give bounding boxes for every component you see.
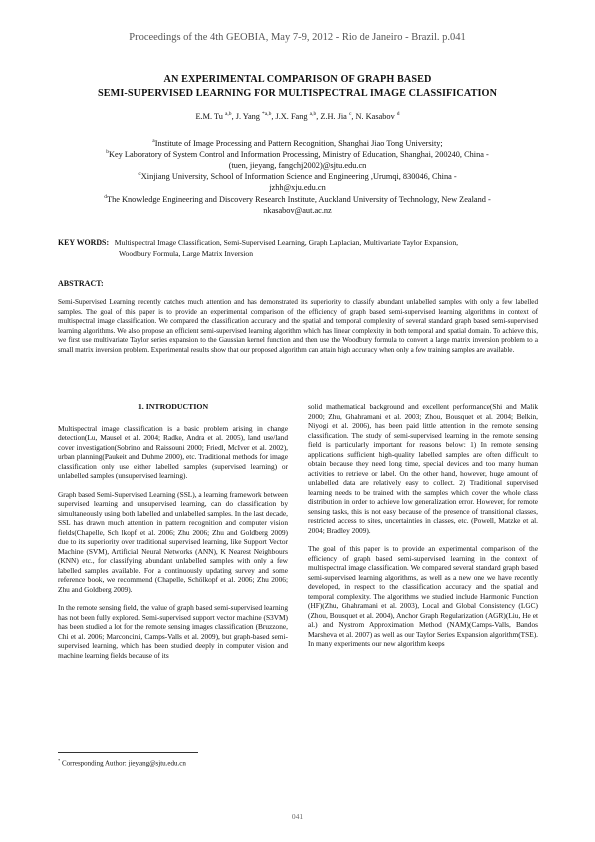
left-column <box>58 402 288 669</box>
abstract-heading: ABSTRACT: <box>58 279 104 288</box>
affiliation-a: $^a$Institute of Image Processing and Pattern Recognition, Shanghai Jiao Tong University; <box>152 138 443 148</box>
author: J. Yang $^{*a,b}$ <box>235 111 272 121</box>
paragraph: Multispectral image classification is a basic problem arising in change detection(Lu, Mausel et al. 2004; Radke, Andra et al. 2005), land use/land cover investigation(Sobrino and Raissouni 2000; Friedl, McIver et al. 2002), urban planning(Paukeit and Duhme 2000), etc. Traditional methods for image classification only use either labelled samples (supervised learning) or unlabelled samples (unsupervised learning). <box>58 423 288 480</box>
author: Z.H. Jia $^c$ <box>320 111 352 121</box>
paragraph: The goal of this paper is to provide an experimental comparison of the efficiency of graph based semi-supervised learning in the context of multispectral image classification. We compared several standard graph based semi-supervised learning algorithms, as well as a new one we have recently developed, in respect to the classification accuracy and the spatial and temporal complexity. The algorithms we studied include Harmonic Function (HF)(Zhu, Ghahramani et al. 2003), Local and Global Consistency (LGC) (Zhou, Bousquet et al. 2004), Anchor Graph Regularization (AGR)(Liu, He et al.) and Nystrom Approximation Method (NAM)(Camps-Valls, Bandos Marsheva et al. 2007) as well as our Taylor Series Expansion algorithm(TSE). In many experiments our new algorithm keeps <box>308 544 538 648</box>
section-heading-introduction: 1. INTRODUCTION <box>137 402 209 411</box>
keywords-label: KEY WORDS: <box>58 238 110 247</box>
title-line-1: AN EXPERIMENTAL COMPARISON OF GRAPH BASED <box>163 74 432 85</box>
affiliation-d: $^d$The Knowledge Engineering and Discovery Research Institute, Auckland University of Technology, New Zealand - nkasabov@aut.ac.nz <box>58 192 537 216</box>
page-number: 041 <box>291 812 304 821</box>
paragraph: In the remote sensing field, the value of graph based semi-supervised learning has not been fully explored. Semi-supervised support vector machine (S3VM) has been studied a lot for the remote sensing images classification (Bruzzone, Chi et al. 2006; Marconcini, Camps-Valls et al. 2009), but graph-based semi-supervised learning, which has been studied deeply in computer vision and machine learning fields because of its <box>58 603 288 660</box>
title-line-2: SEMI-SUPERVISED LEARNING FOR MULTISPECTRAL IMAGE CLASSIFICATION <box>97 87 498 99</box>
keywords-line-2: Woodbury Formula, Large Matrix Inversion <box>119 248 254 258</box>
paper-title <box>60 73 535 100</box>
author: J.X. Fang $^{a,b}$ <box>275 111 317 121</box>
author: N. Kasabov $^d$ <box>355 111 400 121</box>
footnote-divider <box>58 752 198 753</box>
footnote: * Corresponding Author: jieyang@sjtu.edu.cn <box>58 758 186 768</box>
paragraph: solid mathematical background and excellent performance(Shi and Malik 2000; Zhu, Ghahramani et al. 2003; Zhou, Bousquet et al. 2004; Belkin, Niyogi et al. 2006), has been paid little attention in the remote sensing classification. The study of semi-supervised learning in the remote sensing field is particularly important for reasons below: 1) In remote sensing applications sufficient high-quality labelled samples are often difficult to obtain because they need long time, special devices and too many human activities to retrieve or label. On the other hand, however, huge amount of unlabelled data are relatively easy to collect. 2) Traditional supervised learning needs to be trained with the samples which cover the whole class distribution in order to achieve low generalization error. However, for remote sensing tasks, this is not easy because of the presence of transitional classes, restricted access to sites, uncertainties in classes, etc. (Powell, Matzke et al. 2004; Bradley 2009). <box>308 402 538 535</box>
affiliation-c: $^c$Xinjiang University, School of Information Science and Engineering ,Urumqi, 830046, China - jzhh@xju.edu.cn <box>58 169 537 193</box>
paragraph: Graph based Semi-Supervised Learning (SSL), a learning framework between supervised learning and unsupervised learning, can do classification by simultaneously using both labelled and unlabelled samples. In the last decade, SSL has drawn much attention in pattern recognition and computer vision fields(Chapelle, Sch lkopf et al. 2006; Zhu 2006; Zhu and Goldberg 2009) due to its superiority over traditional supervised learning, like Support Vector Machine (SVM), Artificial Neural Networks (ANN), K Nearest Neighbours (KNN) etc., for classifying abundant unlabelled samples with only a few labelled samples available. For a continuously updating survey and some reference book, we recommend (Chapelle, Schölkopf et al. 2006; Zhu 2006; Zhu and Goldberg 2009). <box>58 489 288 594</box>
keywords <box>58 238 538 259</box>
author-list: E.M. Tu $^{a,b}$, J. Yang $^{*a,b}$, J.X. Fang $^{a,b}$, Z.H. Jia $^c$, N. Kasabov $^d$ <box>195 111 400 121</box>
right-column <box>308 402 538 658</box>
abstract-text: Semi-Supervised Learning recently catches much attention and has demonstrated its superiority to classify abundant unlabelled samples with only a few labelled samples. The goal of this paper is to provide an experimental comparison of the efficiency of graph based semi-supervised learning algorithms in context of multispectral image classification. We compared the classification accuracy and the spatial and temporal complexity of several standard graph based semi-supervised learning algorithms. We also propose an efficient semi-supervised learning algorithm which has linear complexity in both temporal and spatial domain. To achieve this, we first use multivariate Taylor series expansion to the Gaussian kernel function and then use the Woodbury formula to convert a large matrix inversion problem to a small matrix inversion problem. Experimental results show that our proposed algorithm can attain high accuracy when only a few training samples are available. <box>58 298 538 354</box>
affiliation-d-email: nkasabov@aut.ac.nz <box>263 205 332 215</box>
author: E.M. Tu $^{a,b}$ <box>195 111 232 121</box>
keywords-line-1: Multispectral Image Classification, Semi-Supervised Learning, Graph Laplacian, Multivariate Taylor Expansion, <box>114 238 459 247</box>
affiliation-c-email: jzhh@xju.edu.cn <box>269 182 326 192</box>
affiliation-b-email: (tuen, jieyang, fangchj2002)@sjtu.edu.cn <box>228 160 367 170</box>
proceedings-header: Proceedings of the 4th GEOBIA, May 7-9, 2012 - Rio de Janeiro - Brazil. p.041 <box>129 32 466 43</box>
affiliation-b: $^b$Key Laboratory of System Control and Information Processing, Ministry of Education, Shanghai, 200240, China - (tuen, jieyang, fangchj2002)@sjtu.edu.cn <box>58 147 537 171</box>
